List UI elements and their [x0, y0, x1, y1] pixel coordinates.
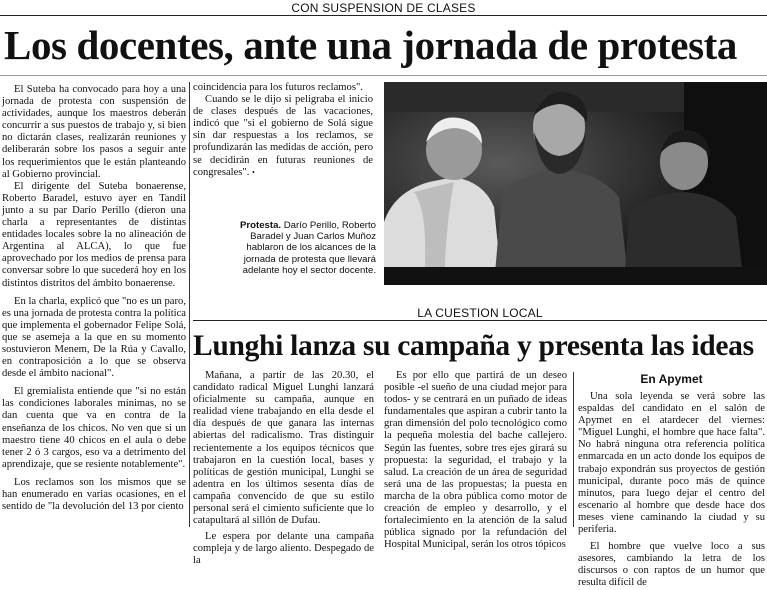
headline-docentes: Los docentes, ante una jornada de protesta	[4, 22, 737, 68]
photo-caption: Protesta. Darío Perillo, Roberto Baradel y Juan Carlos Muñoz hablaron de los alcances de la jornada de protesta que llevará adelante hoy el sector docente.	[240, 220, 376, 276]
kicker-rule-2	[193, 320, 767, 321]
paragraph: En la charla, explicó que "no es un paro, es una jornada de protesta contra la política que implementa el gobernador Felipe Solá, que se asemeja a la que en su momento sostuvieron Menem, De la Rúa y Cavallo, en contraposición a lo que se observa desde el ámbito nacional".	[2, 295, 186, 380]
kicker-2: LA CUESTION LOCAL	[417, 306, 543, 320]
photo-teachers	[384, 82, 767, 285]
paragraph: El gremialista entiende que "si no están las condiciones laborales mínimas, no se dan cuenta que va en contra de la enseñanza de los chicos. No ven que si un maestro tiene 40 chicos en el aula o debe tener 2 ó 3 cargos, eso va a detrimento del aprendizaje, que se resiente notablemente".	[2, 386, 186, 470]
article-lunghi-col1	[193, 370, 374, 567]
headline-lunghi: Lunghi lanza su campaña y presenta las ideas	[193, 330, 754, 362]
article-docentes-col2	[193, 82, 373, 182]
paragraph: Es por ello que partirá de un deseo posible -el sueño de una ciudad mejor para todos- y se centrará en un puñado de ideas fundamentales que aspiran a cubrir tanto la gran dimensión del polo tecnológico como la pequeña molestia del bache callejero. Según las fuentes, sobre tres ejes girará su propuesta: la seguridad, el trabajo y la salud. La creación de un área de seguridad será una de las propuestas; la puesta en marcha de la obra pública como motor de creación de empleo y desarrollo, y el fortalecimiento en la atención de la salud pública signado por la refundación del Hospital Municipal, serán los otros tópicos	[384, 370, 567, 551]
paragraph: Cuando se le dijo si peligraba el inicio de clases después de las vacaciones, indicó que "si el gobierno de Solá sigue sin dar respuestas a los reclamos, se profundizarán las medidas de acción, pero se decidirán en futuras reuniones de congresales". •	[193, 94, 373, 178]
headline-underline	[0, 75, 767, 76]
article-lunghi-col3	[578, 391, 765, 589]
article-lunghi-col2	[384, 370, 567, 551]
end-mark: •	[252, 167, 255, 177]
column-divider-2	[573, 372, 574, 527]
paragraph: El dirigente del Suteba bonaerense, Roberto Baradel, estuvo ayer en Tandil junto a su par Darío Perillo (dieron una charla a representantes de distintas entidades locales sobre la no alineación de Argentina al ALCA), lo que fue aprovechado por los medios de prensa para conversar sobre lo que sucederá hoy en los distintos distritos del ámbito bonaerense.	[2, 180, 186, 289]
paragraph: El Suteba ha convocado para hoy a una jornada de protesta con suspensión de actividades, aunque los maestros deberán concurrir a sus puestos de trabajo y, si bien no dictarán clases, realizarán reuniones y deliberarán sobre los pasos a seguir ante los requerimientos que le están planteando al Gobierno provincial.	[2, 84, 186, 180]
paragraph: Los reclamos son los mismos que se han enumerado en varias ocasiones, en el sentido de "la devolución del 13 por ciento	[2, 476, 186, 513]
photo-teachers-image	[384, 82, 767, 285]
subhead-apymet: En Apymet	[640, 372, 703, 386]
top-rule	[0, 15, 767, 16]
paragraph: coincidencia para los futuros reclamos".	[193, 82, 363, 93]
kicker-1: CON SUSPENSION DE CLASES	[291, 1, 476, 15]
article-docentes-col1	[2, 84, 186, 527]
paragraph: El hombre que vuelve loco a sus asesores, cambiando la letra de los discursos o con raptos de un humor que resulta difícil de	[578, 541, 765, 589]
paragraph: Mañana, a partir de las 20.30, el candidato radical Miguel Lunghi lanzará oficialmente su campaña, aunque en realidad viene trabajando en ella desde el día después de que ganara las internas abiertas del radicalismo. Tras distinguir recientemente a los equipos técnicos que trabajaron en la cuestión local, bases y políticas de gestión municipal, Lunghi se adentra en los últimos sesenta días de campaña convencido de que su estilo personal será el cimiento suficiente que lo catapultará al sillón de Dufau.	[193, 370, 374, 527]
column-divider	[189, 82, 190, 527]
paragraph: Una sola leyenda se verá sobre las espaldas del candidato en el salón de Apymet en el atardecer del viernes: "Miguel Lunghi, el hombre que hace falta". No habrá ninguna otra referencia política enmarcada en un acto donde los equipos de trabajo expondrán sus proyectos de gestión municipal, durante poco más de quince minutos, para luego dejar el centro del escenario al hombre que desde hace dos meses viene caminando la ciudad y su periferia.	[578, 391, 765, 536]
paragraph: Le espera por delante una campaña compleja y de largo aliento. Despegado de la	[193, 531, 374, 567]
